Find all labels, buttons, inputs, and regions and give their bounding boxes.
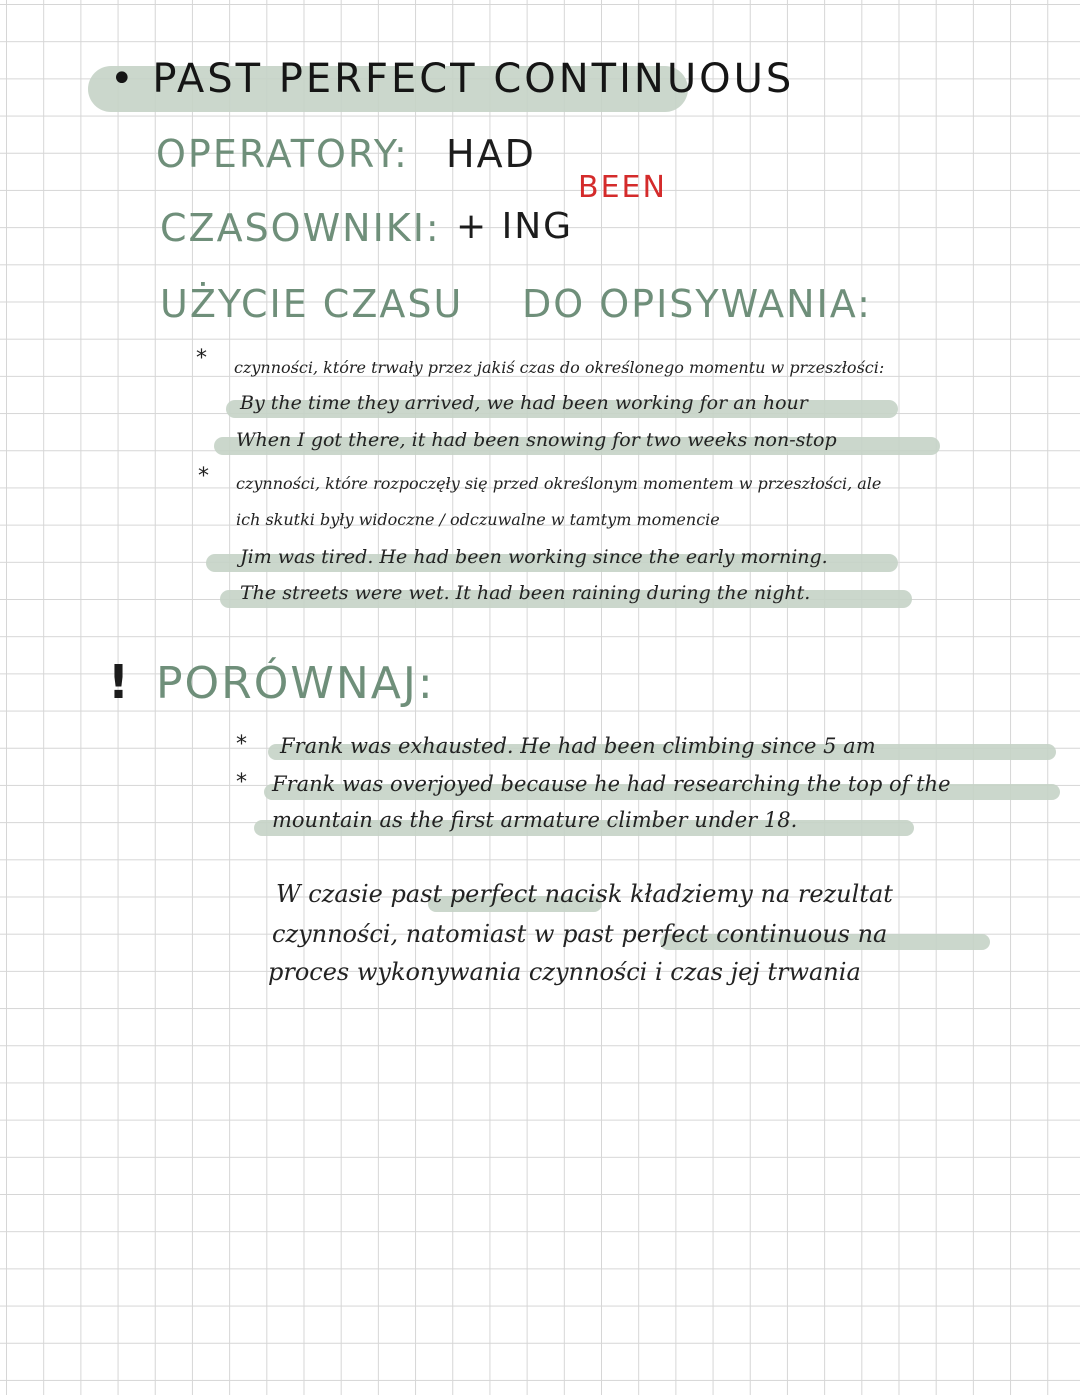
compare-2-line-2: mountain as the first armature climber under 18. — [272, 808, 798, 832]
usage-1-example-2: When I got there, it had been snowing for two weeks non-stop — [236, 429, 837, 451]
exclamation-icon: ! — [108, 655, 129, 709]
compare-2-marker: * — [236, 770, 247, 795]
usage-2-example-1: Jim was tired. He had been working since the early morning. — [240, 546, 828, 568]
usage-2-description-line-2: ich skutki były widoczne / odczuwalne w tamtym momencie — [236, 510, 720, 529]
operatory-label: OPERATORY: — [156, 132, 409, 176]
compare-1-line-1: Frank was exhausted. He had been climbing since 5 am — [280, 734, 876, 758]
usage-2-example-2: The streets were wet. It had been raining during the night. — [240, 582, 811, 604]
note-line-3: proces wykonywania czynności i czas jej trwania — [268, 958, 861, 986]
porownaj-heading: PORÓWNAJ: — [156, 658, 435, 709]
page-title — [110, 56, 794, 102]
note-line-1: W czasie past perfect nacisk kładziemy na rezultat — [276, 880, 893, 908]
usage-1-marker: * — [196, 346, 207, 371]
usage-2-description-line-1: czynności, które rozpoczęły się przed określonym momentem w przeszłości, ale — [236, 474, 882, 493]
usage-1-example-1: By the time they arrived, we had been working for an hour — [240, 392, 808, 414]
title-text: PAST PERFECT CONTINUOUS — [152, 56, 795, 102]
title-bullet: • — [110, 56, 137, 102]
usage-2-marker: * — [198, 464, 209, 489]
compare-2-line-1: Frank was overjoyed because he had researching the top of the — [272, 772, 951, 796]
had-label: HAD — [446, 132, 536, 176]
compare-1-marker: * — [236, 732, 247, 757]
uzycie-label: UŻYCIE CZASU — [160, 282, 464, 326]
been-label: BEEN — [578, 170, 667, 205]
usage-1-description: czynności, które trwały przez jakiś czas do określonego momentu w przeszłości: — [234, 358, 885, 377]
note-line-2: czynności, natomiast w past perfect continuous na — [272, 920, 888, 948]
plus-ing-label: + ING — [456, 206, 574, 247]
do-opisywania-label: DO OPISYWANIA: — [522, 282, 872, 326]
czasowniki-label: CZASOWNIKI: — [160, 206, 441, 250]
